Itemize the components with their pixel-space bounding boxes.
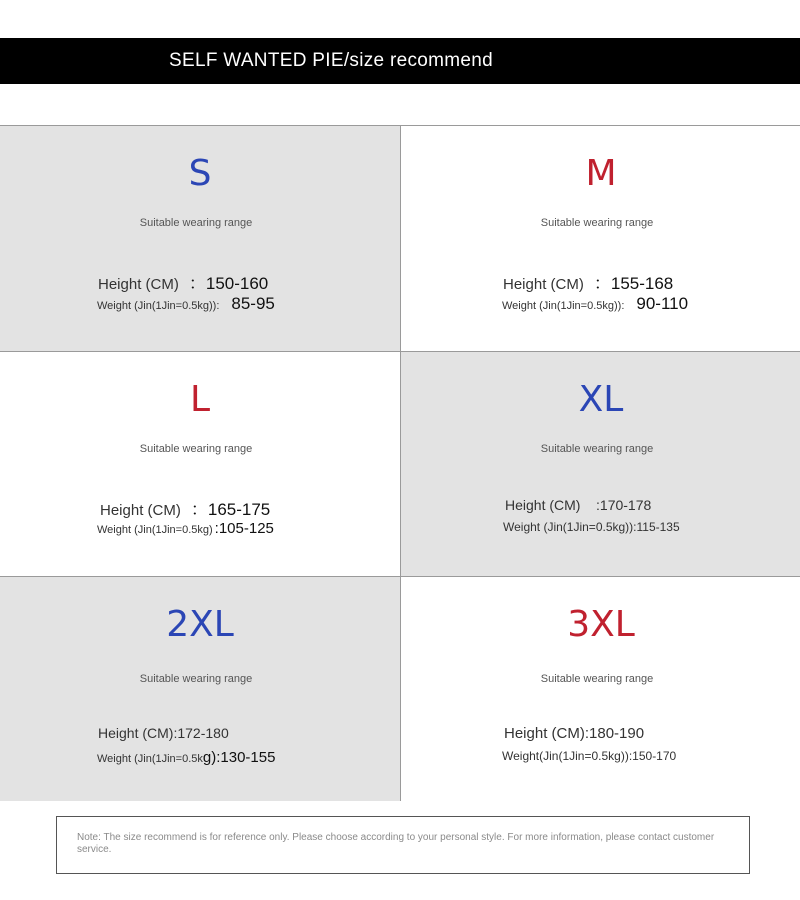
height-line xyxy=(503,269,673,294)
note-text: Note: The size recommend is for reference only. Please choose according to your personal style. For more information, please contact customer service. xyxy=(77,832,715,855)
height-line xyxy=(100,495,270,520)
size-card-l xyxy=(0,351,400,576)
weight-label: Weight (Jin(1Jin=0.5kg)): xyxy=(97,300,220,312)
height-line xyxy=(98,269,268,294)
size-grid xyxy=(0,125,800,800)
weight-line: Weight(Jin(1Jin=0.5kg)):150-170 xyxy=(502,749,677,763)
weight-label: Weight (Jin(1Jin=0.5kg) xyxy=(97,524,213,536)
note-box xyxy=(56,816,750,874)
weight-line xyxy=(97,520,274,537)
weight-value: 85-95 xyxy=(231,294,275,313)
weight-value: g):130-155 xyxy=(202,749,276,766)
range-label: Suitable wearing range xyxy=(540,673,654,685)
size-label: 3XL xyxy=(567,604,635,645)
page-title: SELF WANTED PIE/size recommend xyxy=(169,50,493,71)
header-bar xyxy=(0,38,800,84)
height-value: ：155-168 xyxy=(593,274,674,293)
size-label: S xyxy=(188,153,212,194)
height-label: Height (CM) xyxy=(100,502,181,519)
range-label: Suitable wearing range xyxy=(540,443,654,455)
size-label: L xyxy=(189,379,211,420)
weight-line: Weight (Jin(1Jin=0.5kg)):115-135 xyxy=(503,520,680,534)
size-label: M xyxy=(585,153,617,194)
size-card-s xyxy=(0,126,400,351)
height-value: ：150-160 xyxy=(188,274,269,293)
range-label: Suitable wearing range xyxy=(540,217,654,229)
size-card-m xyxy=(400,126,800,351)
height-line: Height (CM) :170-178 xyxy=(505,497,652,513)
size-label: XL xyxy=(578,379,624,420)
weight-label: Weight (Jin(1Jin=0.5k xyxy=(97,753,203,765)
weight-value: :105-125 xyxy=(214,520,274,537)
height-label: Height (CM) xyxy=(98,276,179,293)
size-card-xl xyxy=(400,351,800,576)
weight-line xyxy=(97,294,275,314)
height-label: Height (CM) xyxy=(503,276,584,293)
height-line: Height (CM):172-180 xyxy=(98,725,229,741)
range-label: Suitable wearing range xyxy=(139,217,253,229)
height-value: ：165-175 xyxy=(190,500,271,519)
size-card-3xl xyxy=(400,576,800,801)
size-label: 2XL xyxy=(166,604,234,645)
height-line: Height (CM):180-190 xyxy=(504,725,645,742)
weight-value: 90-110 xyxy=(636,294,689,313)
size-card-2xl xyxy=(0,576,400,801)
weight-line xyxy=(97,749,275,766)
weight-line xyxy=(502,294,688,314)
range-label: Suitable wearing range xyxy=(139,443,253,455)
range-label: Suitable wearing range xyxy=(139,673,253,685)
weight-label: Weight (Jin(1Jin=0.5kg)): xyxy=(502,300,625,312)
